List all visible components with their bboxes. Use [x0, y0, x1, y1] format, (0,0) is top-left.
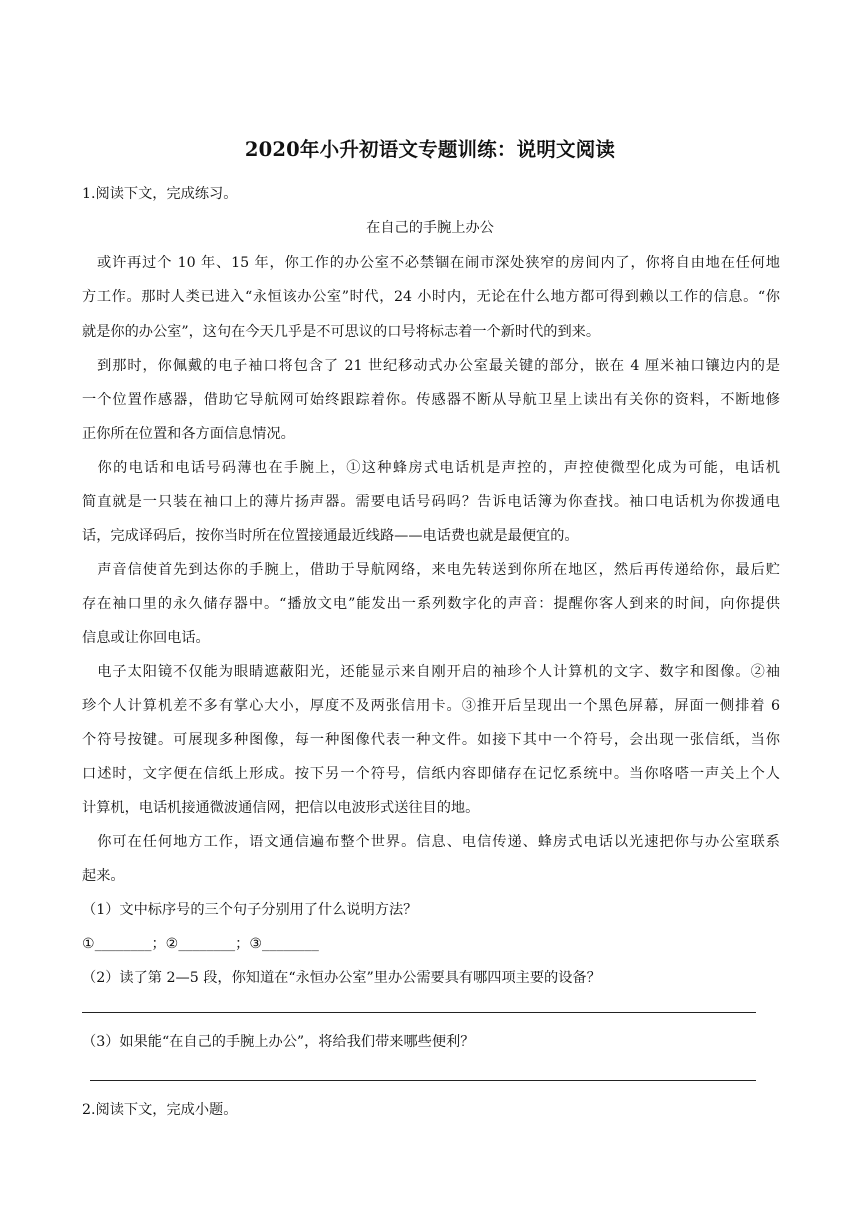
passage-line: 你可在任何地方工作，语文通信遍布整个世界。信息、电信传递、蜂房式电话以光速把你与办公室联系: [82, 834, 780, 850]
passage-line: 个符号按键。可展现多种图像，每一种图像代表一种文件。如接下其中一个符号，会出现一张信纸，当你: [82, 732, 780, 748]
passage-line: 计算机，电话机接通微波通信网，把信以电波形式送往目的地。: [82, 800, 480, 816]
passage-line: 存在袖口里的永久储存器中。“播放文电”能发出一系列数字化的声音：提醒你客人到来的时间，向你提供: [82, 596, 780, 612]
passage-line: 正你所在位置和各方面信息情况。: [82, 426, 295, 442]
passage-line: 信息或让你回电话。: [82, 630, 210, 646]
answer-line[interactable]: [90, 1080, 756, 1081]
passage-line: 或许再过个 10 年、15 年，你工作的办公室不必禁锢在闹市深处狭窄的房间内了，你将自由地在任何地: [82, 255, 780, 271]
passage-line: 珍个人计算机差不多有掌心大小，厚度不及两张信用卡。③推开后呈现出一个黑色屏幕，屏面一侧排着 6: [82, 698, 780, 714]
passage-line: 方工作。那时人类已进入“永恒该办公室”时代，24 小时内，无论在什么地方都可得到赖以工作的信息。“你: [82, 289, 780, 305]
passage-line: 话，完成译码后，按你当时所在位置接通最近线路——电话费也就是最便宜的。: [82, 528, 579, 544]
question-1-intro: 1.阅读下文，完成练习。: [82, 186, 238, 202]
question-1-1-blanks[interactable]: ①________；②________；③________: [82, 936, 319, 952]
document-title: 2020年小升初语文专题训练：说明文阅读: [244, 138, 616, 161]
passage-title: 在自己的手腕上办公: [366, 220, 494, 236]
answer-line[interactable]: [82, 1012, 756, 1013]
passage-line: 你的电话和电话号码薄也在手腕上，①这种蜂房式电话机是声控的，声控使微型化成为可能，电话机: [82, 460, 780, 476]
question-2-intro: 2.阅读下文，完成小题。: [82, 1102, 238, 1118]
passage-line: 声音信使首先到达你的手腕上，借助于导航网络，来电先转送到你所在地区，然后再传递给你，最后贮: [82, 562, 780, 578]
passage-line: 电子太阳镜不仅能为眼睛遮蔽阳光，还能显示来自刚开启的袖珍个人计算机的文字、数字和图像。②袖: [82, 664, 780, 680]
question-1-2: （2）读了第 2—5 段，你知道在“永恒办公室”里办公需要具有哪四项主要的设备？: [82, 970, 601, 986]
passage-line: 就是你的办公室”，这句在今天几乎是不可思议的口号将标志着一个新时代的到来。: [82, 324, 601, 340]
passage-line: 一个位置作感器，借助它导航网可始终跟踪着你。传感器不断从导航卫星上读出有关你的资料，不断地修: [82, 392, 780, 408]
passage-line: 简直就是一只装在袖口上的薄片扬声器。需要电话号码吗？告诉电话簿为你查找。袖口电话机为你拨通电: [82, 494, 780, 510]
passage-line: 起来。: [82, 868, 125, 884]
passage-line: 到那时，你佩戴的电子袖口将包含了 21 世纪移动式办公室最关键的部分，嵌在 4 厘米袖口镶边内的是: [82, 358, 780, 374]
question-1-3: （3）如果能“在自己的手腕上办公”，将给我们带来哪些便利？: [82, 1034, 475, 1050]
question-1-1: （1）文中标序号的三个句子分别用了什么说明方法？: [82, 902, 418, 918]
passage-line: 口述时，文字便在信纸上形成。按下另一个符号，信纸内容即储存在记忆系统中。当你咯嗒一声关上个人: [82, 766, 780, 782]
